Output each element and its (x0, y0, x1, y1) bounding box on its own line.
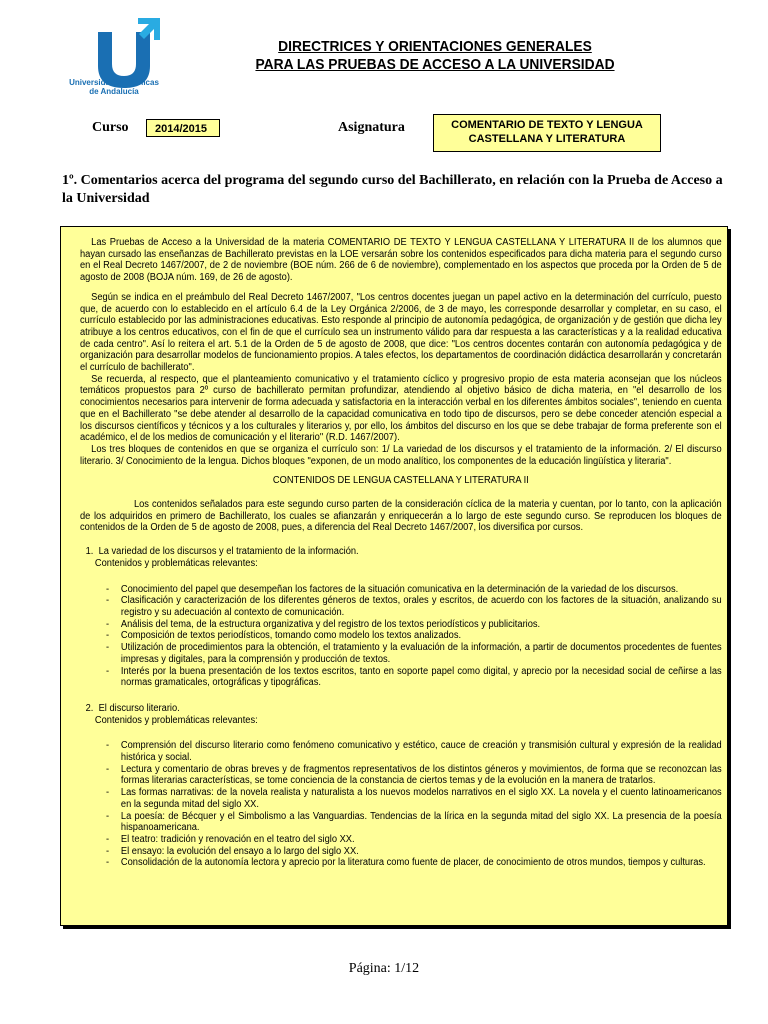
document-title (219, 38, 651, 74)
subject-value-box (433, 114, 661, 152)
block-1-title-text: La variedad de los discursos y el tratamiento de la información. (98, 546, 359, 558)
paragraph-5: Los contenidos señalados para este segundo curso parten de la consideración cíclica de la materia y cuentan, por lo tanto, con la aplicación de los adquiridos en primero de Bachillerato, los cuales se afianzarán y enriquecerán a lo largo de este segundo curso. Se reproducen los bloques de contenidos de la Orden de 5 de agosto de 2008, pues, a diferencia del Real Decreto 1467/2007, los diversifica por cursos. (80, 499, 722, 534)
block-2-list (106, 740, 722, 869)
block-1-title (86, 546, 722, 558)
block-1-list (106, 584, 722, 689)
course-label: Curso (92, 120, 129, 135)
block-1-number: 1. (85, 546, 94, 558)
block-2-number: 2. (85, 702, 94, 714)
page-number: Página: 1/12 (348, 961, 420, 976)
list-item: - Interés por la buena presentación de los textos escritos, tanto en soporte papel como digital, y aprecio por la necesidad social de ceñirse a las normas gramaticales, ortográficas y tipográficas. (106, 666, 722, 689)
subject-line-2: CASTELLANA Y LITERATURA (468, 133, 626, 145)
block-1-subtitle: Contenidos y problemáticas relevantes: (94, 557, 258, 569)
logo-caption: Universidades Públicas de Andalucía (69, 78, 159, 96)
block-2-subtitle: Contenidos y problemáticas relevantes: (94, 714, 258, 726)
paragraph-1: Las Pruebas de Acceso a la Universidad de la materia COMENTARIO DE TEXTO Y LENGUA CASTELLANA Y LITERATURA II de los alumnos que hayan cursado las enseñanzas de Bachillerato previstas en la LOE versarán sobre los contenidos especificados para dicha materia para el segundo curso en el Real Decreto 1467/2007, de 2 de noviembre (BOE núm. 266 de 6 de noviembre), complementado en los aspectos que proceda por la Orden de 5 de agosto de 2008 (BOJA núm. 169, de 26 de agosto). (80, 237, 722, 284)
list-item: - Conocimiento del papel que desempeñan los factores de la situación comunicativa en la determinación de la variedad de los discursos. (106, 584, 722, 596)
subject-label: Asignatura (338, 120, 405, 135)
list-item: - Lectura y comentario de obras breves y de fragmentos representativos de los distintos géneros y movimientos, de forma que se reconozcan las formas literarias características, se tome conciencia de la constancia de ciertos temas y de la evolución en la manera de tratarlos. (106, 764, 722, 787)
contents-heading: CONTENIDOS DE LENGUA CASTELLANA Y LITERATURA II (272, 475, 529, 487)
content-inner (80, 237, 722, 869)
paragraph-2: Según se indica en el preámbulo del Real Decreto 1467/2007, "Los centros docentes juegan un papel activo en la determinación del currículo, puesto que, de acuerdo con lo establecido en el artículo 6.4 de la Ley Orgánica 2/2006, de 3 de mayo, les corresponde desarrollar y completar, en su caso, el currículo establecido por las administraciones educativas. Esto responde al principio de autonomía pedagógica, de organización y de gestión que dicha ley atribuye a los centros educativos, con el fin de que el currículo sea un instrumento válido para dar respuesta a las características y a la realidad educativa de cada centro". Así lo reitera el art. 5.1 de la Orden de 5 de agosto de 2008, que dice: "Los centros docentes contarán con autonomía pedagógica y de organización para desarrollar modelos de funcionamiento propios. A tales efectos, los departamentos de coordinación didáctica desarrollarán y concretarán el currículo de bachillerato". (80, 291, 722, 374)
list-item: - Las formas narrativas: de la novela realista y naturalista a los nuevos modelos narrativos en el siglo XX. La novela y el cuento latinoamericanos en la segunda mitad del siglo XX. (106, 787, 722, 810)
list-item: - Composición de textos periodísticos, tomando como modelo los textos analizados. (106, 630, 722, 642)
block-2 (86, 703, 722, 869)
list-item: - Comprensión del discurso literario como fenómeno comunicativo y estético, cauce de creación y transmisión cultural y expresión de la realidad histórica y social. (106, 740, 722, 763)
course-value-box: 2014/2015 (146, 119, 220, 137)
subject-line-1: COMENTARIO DE TEXTO Y LENGUA (451, 119, 643, 131)
list-item: - La poesía: de Bécquer y el Simbolismo a las Vanguardias. Tendencias de la lírica en la segunda mitad del siglo XX. La presencia de la poesía hispanoamericana. (106, 811, 722, 834)
list-item: - Análisis del tema, de la estructura organizativa y del registro de los textos periodísticos y publicitarios. (106, 619, 722, 631)
list-item: - Consolidación de la autonomía lectora y aprecio por la literatura como fuente de placer, de conocimiento de otros mundos, tiempos y culturas. (106, 857, 722, 869)
paragraph-3: Se recuerda, al respecto, que el planteamiento comunicativo y el tratamiento cíclico y progresivo propio de esta materia aconsejan que los núcleos temáticos propuestos para 2º curso de bachillerato permitan profundizar, atendiendo al objetivo básico de dicha materia, en "el desarrollo de los conocimientos necesarios para intervenir de forma adecuada y satisfactoria en la interacción verbal en los diferentes ámbitos sociales", teniendo en cuenta que en el Bachillerato "se debe atender al desarrollo de la capacidad comunicativa en todo tipo de discursos, pero se debe conceder atención especial a los discursos científicos y técnicos y a los culturales y literarios y, por ello, los ámbitos del discurso en los que se debe trabajar de forma preferente son el académico, el de los medios de comunicación y el literario" (R.D. 1467/2007). (80, 373, 722, 444)
block-2-title-text: El discurso literario. (98, 702, 180, 714)
paragraph-4: Los tres bloques de contenidos en que se organiza el currículo son: 1/ La variedad de los discursos y el tratamiento de la información. 2/ El discurso literario. 3/ Conocimiento de la lengua. Dichos bloques "exponen, de un modo analítico, los componentes de la educación lingüística y literaria". (80, 443, 722, 467)
list-item: - El teatro: tradición y renovación en el teatro del siglo XX. (106, 834, 722, 846)
section-heading: 1º. Comentarios acerca del programa del segundo curso del Bachillerato, en relación con la Prueba de Acceso a la Universidad (62, 173, 723, 206)
content-box (60, 226, 728, 926)
title-line-2: PARA LAS PRUEBAS DE ACCESO A LA UNIVERSIDAD (255, 56, 615, 73)
list-item: - El ensayo: la evolución del ensayo a lo largo del siglo XX. (106, 846, 722, 858)
title-line-1: DIRECTRICES Y ORIENTACIONES GENERALES (278, 38, 592, 55)
list-item: - Clasificación y caracterización de los diferentes géneros de textos, orales y escritos, de acuerdo con los factores de la situación, analizando su registro y su adecuación al contexto de comunicación. (106, 595, 722, 618)
list-item: - Utilización de procedimientos para la obtención, el tratamiento y la evaluación de la información, a partir de documentos procedentes de fuentes impresas y digitales, para la comprensión y producción de textos. (106, 642, 722, 665)
block-2-title (86, 703, 722, 715)
block-1 (86, 546, 722, 689)
